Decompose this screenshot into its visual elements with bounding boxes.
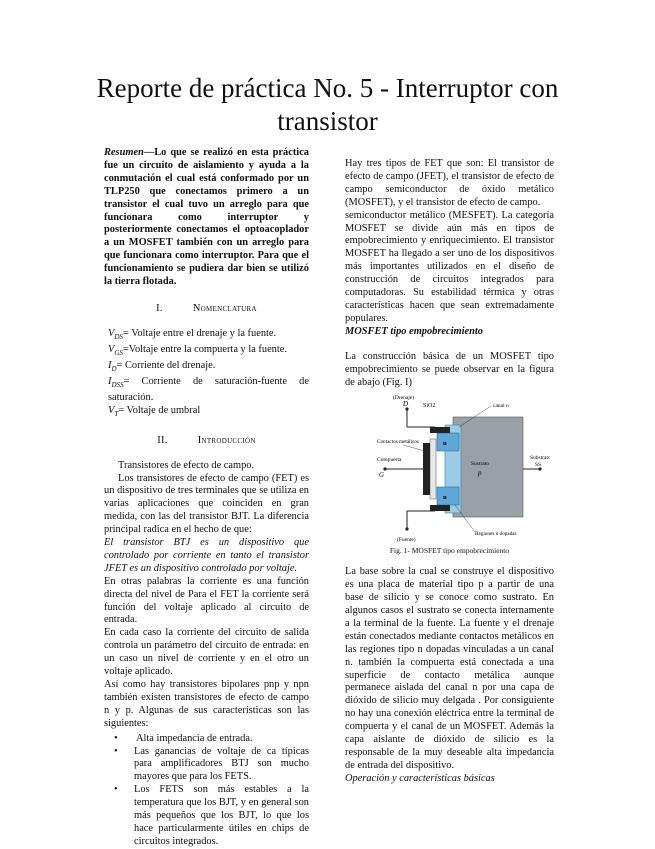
abstract-text: —Lo que se realizó en esta práctica fue un circuito de aislamiento y ayuda a la conmutación el cual está conformado por un TLP250 que conectamos primero a un transistor el cual tuvo un arreglo para que funcionara como interruptor y posteriormente conectamos el optoacoplador a un MOSFET también con un arreglo para que funcionara como interruptor. Para que el funcionamiento se pudiera dar bien se utilizó la tierra flotada. [104,147,309,288]
intro-paragraph: Los transistores de efecto de campo (FET) es un dispositivo de tres terminales que se utiliza en varias aplicaciones que coinciden en gran medida, con las del transistor BJT. La diferencia principal radica en el hecho de que: [104,472,309,536]
list-item: • Alta impedancia de entrada. [122,733,309,746]
abstract-label: Resumen [104,147,144,158]
ss-label: SS [535,462,542,469]
mosfet-figure [375,395,550,543]
nomenclature-item: $I_{DSS}=$ Corriente de saturación-fuente de saturación. [108,375,309,403]
right-column [345,158,554,786]
sio2-label: SiO2 [423,403,436,410]
n-region-top [437,433,459,451]
source-label: (Fuente) [397,537,416,544]
body-paragraph: La construcción básica de un MOSFET tipo empobrecimiento se puede observar en la figura de abajo (Fig. I) [345,350,554,388]
nomenclature-list [104,328,309,421]
paper-title: Reporte de práctica No. 5 - Interruptor con transistor [96,73,559,136]
n-region-bottom [437,487,459,505]
oxide-layer [430,439,436,499]
drain-label: (Drenaje) [393,395,415,402]
subsection-heading: MOSFET tipo empobrecimiento [345,325,483,337]
nomenclature-item: $V_{GS}=Voltaje$ entre la compuerta y la fuente. [108,343,287,357]
section-heading-nomenclature [104,303,309,316]
section-number: I. [156,302,163,314]
nomenclature-item: $V_T=$ Voltaje de umbral [108,404,201,418]
substrate-block [453,417,523,517]
source-contact [430,505,450,511]
section-title: Introducción [197,434,256,446]
mosfet-diagram [375,395,550,543]
contacts-label: Contactos metálicos [377,439,419,446]
section-number: II. [157,434,168,446]
sub-label: Substrato [530,455,550,462]
gate-letter: G [379,471,385,480]
gate-label: Compuerta [377,457,402,464]
n-bottom-label: n [443,494,447,502]
body-paragraph: La base sobre la cual se construye el dispositivo es una placa de material tipo p a partir de una base de silicio y se conoce como sustrato. En algunos casos el sustrato se conecta internamente a la terminal de la fuente. La fuente y el drenaje están conectados mediante contactos metálicos en las regiones tipo n dopadas vinculadas a un canal n. también la compuerta está conectada a una superficie de contacto metálica aunque permanece aislada del canal n por una capa de dióxido de silicio muy delgada . Por consiguiente no hay una conexión eléctrica entre la terminal de compuerta y el canal de un MOSFET. Además la capa aislante de dióxido de silicio es la responsable de la muy deseable alta impedancia de entrada del dispositivo. [345,566,554,771]
channel-label: canal n [493,403,509,410]
nomenclature-item: $V_{DS}=$ Voltaje entre el drenaje y la fuente. [108,327,277,341]
list-item: • Las ganancias de voltaje de ca típicas para amplificadores BTJ son mucho mayores que para los FETS. [122,746,309,785]
section-title: Nomenclatura [192,302,257,314]
substrate-letter: p [478,469,482,478]
intro-paragraph-italic: El transistor BTJ es un dispositivo que controlado por corriente en tanto el transistor JFET es un dispositivo controlado por voltaje. [104,537,309,574]
n-top-label: n [443,440,447,448]
regions-label: Regiones n dopadas [475,531,517,538]
subsection-heading-italic: Operación y características básicas [345,772,495,784]
list-item: • Los FETS son más estables a la temperatura que los BJT, y en general son más pequeños que los BJT, lo que los hace particularmente útiles en chips de circuitos integrados. [122,784,309,849]
body-paragraph: semiconductor metálico (MESFET). La categoría MOSFET se divide aún más en tipos de empobrecimiento y enriquecimiento. El transistor MOSFET ha llegado a ser uno de los dispositivos más importantes utilizados en el diseño de construcción de circuitos integrados para computadoras. Su estabilidad térmica y otras características hacen que sean extremadamente populares. [345,209,554,324]
drain-letter: D [403,400,409,409]
body-paragraph: Hay tres tipos de FET que son: El transistor de efecto de campo (JFET), el transistor de efecto de campo semiconductor de óxido metálico (MOSFET), y el transistor de efecto de campo. [345,158,554,208]
abstract [104,147,309,289]
figure-caption: Fig. 1- MOSFET tipo empobrecimiento [389,546,510,556]
intro-paragraph: Así como hay transistores bipolares pnp y npn también existen transistores de efecto de campo n y p. Algunas de sus características son las siguientes: [104,679,309,729]
section-heading-introduction [104,435,309,448]
intro-paragraph: Transistores de efecto de campo. [118,459,255,471]
drain-contact [430,427,450,433]
intro-paragraph: En cada caso la corriente del circuito de salida controla un parámetro del circuito de entrada: en un caso un nivel de corriente y en el otro un voltaje aplicado. [104,627,309,678]
nomenclature-item: $I_D=$ Corriente del drenaje. [108,359,216,373]
intro-paragraph: En otras palabras la corriente es una función directa del nivel de Para el FET la corriente será función del voltaje aplicado al circuito de entrada. [104,575,309,626]
left-column [104,147,309,849]
substrate-label: Sustrato [471,461,490,468]
features-list [104,733,309,849]
